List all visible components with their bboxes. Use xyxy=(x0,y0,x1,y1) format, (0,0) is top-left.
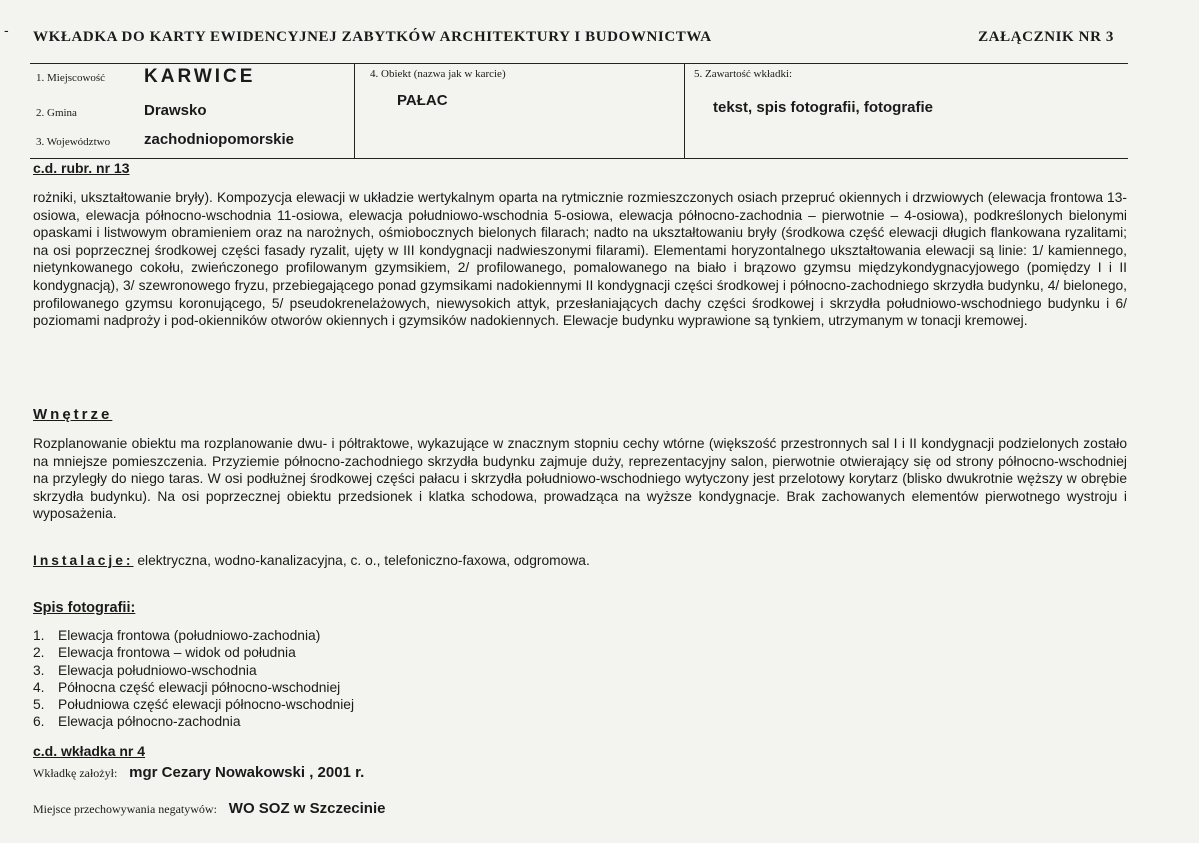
miejscowosc-label: 1. Miejscowość xyxy=(36,72,106,84)
document-title: WKŁADKA DO KARTY EWIDENCYJNEJ ZABYTKÓW ARCHITEKTURY I BUDOWNICTWA xyxy=(33,29,712,45)
storage-line xyxy=(33,800,385,817)
facade-description: rożniki, ukształtowanie bryły). Kompozycja elewacji w układzie wertykalnym oparta na rytmicznie rozmieszczonych osiach przepruć okiennych i drzwiowych (elewacja frontowa 13-osiowa, elewacja północno-wschodnia 11-osiowa, elewacja południowo-wschodnia 5-osiowa, elewacja północno-zachodnia – pierwotnie – 4-osiowa), podkreślonych bielonymi opaskami i listwowym obramieniem oraz na narożnych, ośmiobocznych bielonych filarach; nadto na ukształtowaniu bryły (środkowa część elewacji długich flankowana ryzalitami; na osi poprzecznej środkowej części fasady ryzalit, ujęty w III kondygnacji nadwieszonymi filarami). Elementami horyzontalnego ukształtowania elewacji są linie: 1/ kamiennego, nietynkowanego cokołu, zwieńczonego profilowanym gzymsikiem, 2/ profilowanego, pomalowanego na biało i brązowo gzymsu międzykondygnacyjowego (pomiędzy I i II kondygnacją), 3/ szewronowego fryzu, przebiegającego ponad gzymsikami nadokiennymi II kondygnacji części środkowej i północno-zachodniego skrzydła budynku, 4/ bielonego, profilowanego gzymsu koronującego, 5/ pseudokrenelażowych, niewysokich attyk, przesłaniających dachy części środkowej i skrzydła południowo-wschodniego budynku i 6/ poziomami nadproży i pod-okienników otworów okiennych i gzymsików nadokiennych. Elewacje budynku wyprawione są tynkiem, utrzymanym w tonacji kremowej. xyxy=(33,190,1127,329)
author-label: Wkładkę założył: xyxy=(33,766,118,780)
interior-description: Rozplanowanie obiektu ma rozplanowanie dwu- i półtraktowe, wykazujące w znacznym stopniu cechy wtórne (większość przestronnych sal I i II kondygnacji podzielonych zostało na mniejsze pomieszczenia. Przyziemie północno-zachodniego skrzydła budynku zajmuje duży, reprezentacyjny salon, pierwotnie otwierający się od strony północno-wschodniej na przyległy do niego taras. W osi podłużnej środkowej części pałacu i skrzydła południowo-wschodniego wytyczony jest przelotowy korytarz (blisko dwukrotnie węższy w obrębie skrzydła budynku). Na osi poprzecznej obiektu przedsionek i klatka schodowa, prowadząca na wyższe kondygnacje. Brak zachowanych elementów pierwotnego wystroju i wyposażenia. xyxy=(33,436,1127,522)
list-item: 2. Elewacja frontowa – widok od południa xyxy=(33,645,296,661)
column-divider xyxy=(684,64,685,158)
interior-heading: Wnętrze xyxy=(33,406,113,423)
insert-continuation-label: c.d. wkładka nr 4 xyxy=(33,743,146,759)
gmina-label: 2. Gmina xyxy=(36,107,77,119)
list-item: 4. Północna część elewacji północno-wschodniej xyxy=(33,679,341,695)
obiekt-label: 4. Obiekt (nazwa jak w karcie) xyxy=(370,68,506,80)
installations-line xyxy=(33,553,590,568)
storage-label: Miejsce przechowywania negatywów: xyxy=(33,802,217,816)
list-item: 1. Elewacja frontowa (południowo-zachodnia) xyxy=(33,628,321,643)
annex-number: ZAŁĄCZNIK NR 3 xyxy=(978,29,1114,45)
photo-list xyxy=(33,627,354,731)
zawartosc-label: 5. Zawartość wkładki: xyxy=(694,68,793,80)
miejscowosc-value: KARWICE xyxy=(144,66,256,87)
header-fields-box xyxy=(30,63,1128,159)
corner-mark: - xyxy=(4,22,9,38)
continuation-label: c.d. rubr. nr 13 xyxy=(33,160,130,176)
installations-text: elektryczna, wodno-kanalizacyjna, c. o., telefoniczno-faxowa, odgromowa. xyxy=(137,553,590,568)
gmina-value: Drawsko xyxy=(144,102,207,119)
wojewodztwo-value: zachodniopomorskie xyxy=(144,131,295,148)
list-item: 3. Elewacja południowo-wschodnia xyxy=(33,662,257,678)
photos-heading: Spis fotografii: xyxy=(33,600,136,616)
list-item: 5. Południowa część elewacji północno-wschodniej xyxy=(33,697,355,713)
installations-label: Instalacje: xyxy=(33,553,134,568)
storage-value: WO SOZ w Szczecinie xyxy=(228,800,386,817)
wojewodztwo-label: 3. Województwo xyxy=(36,136,111,148)
obiekt-value: PAŁAC xyxy=(397,92,448,109)
author-value: mgr Cezary Nowakowski , 2001 r. xyxy=(129,764,365,781)
column-divider xyxy=(354,64,355,158)
author-line xyxy=(33,764,364,781)
zawartosc-value: tekst, spis fotografii, fotografie xyxy=(713,99,934,116)
list-item: 6. Elewacja północno-zachodnia xyxy=(33,714,241,730)
